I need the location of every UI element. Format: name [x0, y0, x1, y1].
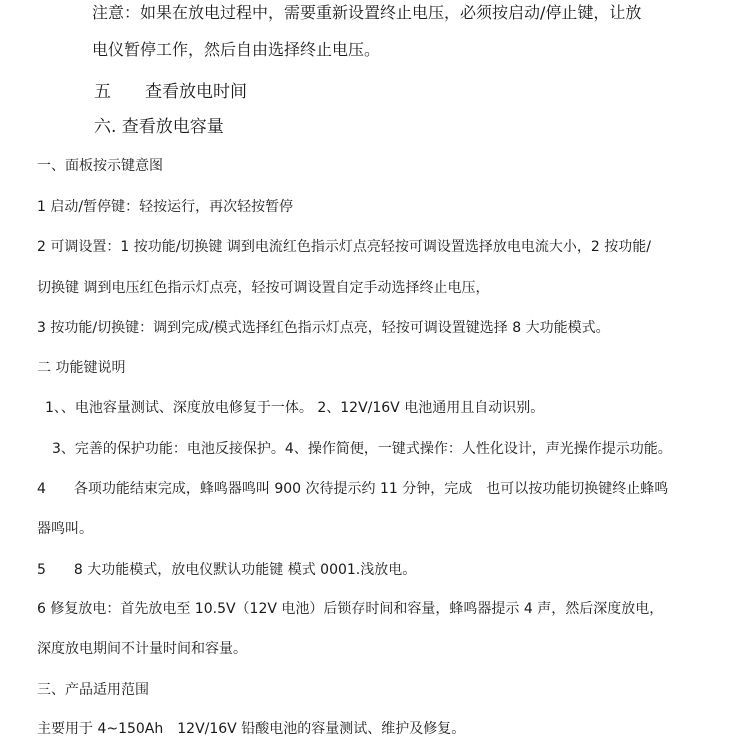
- para-repair-line-2: 深度放电期间不计量时间和容量。: [37, 641, 247, 657]
- para-function-switch: 3 按功能/切换键：调到完成/模式选择红色指示灯点亮，轻按可调设置键选择 8 大功能模式。: [37, 320, 610, 336]
- section-heading-6: 六. 查看放电容量: [94, 117, 224, 137]
- para-adjust-line-1: 2 可调设置：1 按功能/切换键 调到电流红色指示灯点亮轻按可调设置选择放电电流大小，2 按功能/: [37, 239, 651, 255]
- note-line-1: 注意：如果在放电过程中，需要重新设置终止电压，必须按启动/停止键，让放: [92, 3, 642, 22]
- para-repair-line-1: 6 修复放电：首先放电至 10.5V（12V 电池）后锁存时间和容量，蜂鸣器提示 4 声，然后深度放电，: [37, 601, 664, 617]
- heading-function-keys: 二 功能键说明: [37, 360, 126, 376]
- para-start-pause: 1 启动/暂停键：轻按运行，再次轻按暂停: [37, 199, 294, 215]
- note-line-2: 电仪暂停工作，然后自由选择终止电压。: [92, 40, 381, 59]
- heading-applicable-range: 三、产品适用范围: [37, 682, 149, 698]
- para-buzzer-line-1: 4 各项功能结束完成，蜂鸣器鸣叫 900 次待提示约 11 分钟，完成 也可以按功能切换键终止蜂鸣: [37, 481, 669, 497]
- para-adjust-line-2: 切换键 调到电压红色指示灯点亮，轻按可调设置自定手动选择终止电压，: [37, 280, 490, 296]
- para-usage: 主要用于 4~150Ah 12V/16V 铅酸电池的容量测试、维护及修复。: [37, 721, 466, 737]
- para-features-1: 1、、电池容量测试、深度放电修复于一体。 2、12V/16V 电池通用且自动识别。: [45, 400, 545, 416]
- para-features-2: 3、完善的保护功能：电池反接保护。4、操作简便，一键式操作：人性化设计，声光操作提示功能。: [52, 441, 672, 457]
- para-modes: 5 8 大功能模式，放电仪默认功能键 模式 0001.浅放电。: [37, 562, 417, 578]
- heading-panel-keys: 一、面板按示键意图: [37, 158, 163, 174]
- section-heading-5: 五 查看放电时间: [94, 82, 247, 102]
- para-buzzer-line-2: 器鸣叫。: [37, 521, 93, 537]
